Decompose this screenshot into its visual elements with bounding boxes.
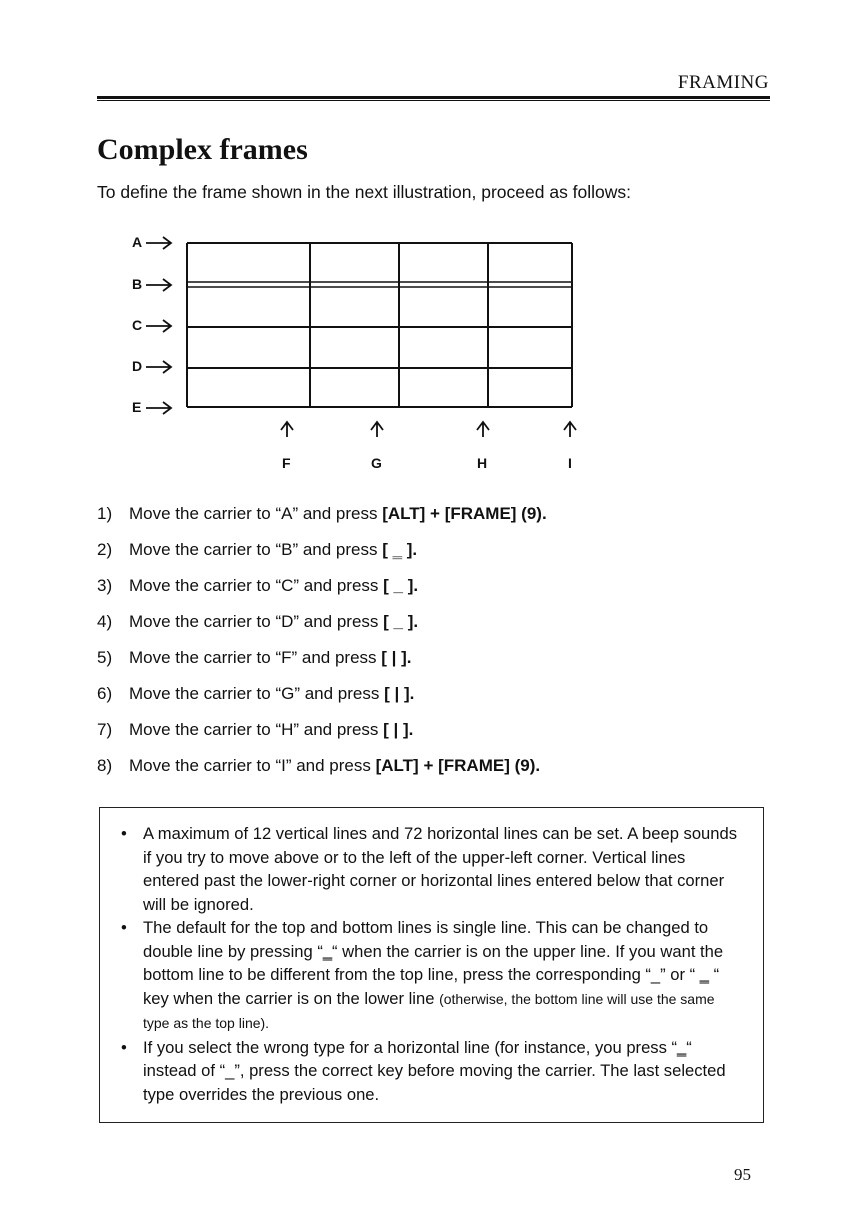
step-item: 5) Move the carrier to “F” and press [ | ]. (97, 648, 412, 667)
note-item: • If you select the wrong type for a horizontal line (for instance, you press “‗“ instead of “_”, press the correct key before moving the carrier. The last selected type overrides the previous one. (121, 1037, 726, 1104)
row-label-b: B (132, 276, 143, 292)
row-label-a: A (132, 234, 143, 250)
col-label-f: F (282, 455, 291, 471)
header-rule-thin (97, 100, 770, 101)
note-item: • A maximum of 12 vertical lines and 72 horizontal lines can be set. A beep sounds if you try to move above or to the left of the upper-left corner. Vertical lines entered past the lower-right corner or horizontal lines entered below that corner will be ignored. (121, 824, 738, 914)
col-label-g: G (371, 455, 382, 471)
section-header: FRAMING (677, 72, 769, 93)
step-item: 4) Move the carrier to “D” and press [ _ ]. (97, 612, 419, 631)
header-rule (97, 96, 770, 99)
step-list (97, 504, 547, 792)
note-item: • The default for the top and bottom lines is single line. This can be changed to double line by pressing “‗“ when the carrier is on the upper line. If you want the bottom line to be different from the top line, press the corresponding “_” or “ ‗ “ key when the carrier is on the lower line (otherwise, the bottom line will use the same type as the top line). (121, 918, 724, 1031)
row-label-d: D (132, 358, 143, 374)
page-number: 95 (734, 1165, 751, 1184)
frame-diagram (120, 228, 590, 478)
intro-text: To define the frame shown in the next illustration, proceed as follows: (97, 182, 632, 202)
row-label-e: E (132, 399, 142, 415)
col-label-h: H (477, 455, 488, 471)
step-item: 3) Move the carrier to “C” and press [ _ ]. (97, 576, 419, 595)
step-item: 8) Move the carrier to “I” and press [ALT] + [FRAME] (9). (97, 756, 541, 775)
step-item: 1) Move the carrier to “A” and press [ALT] + [FRAME] (9). (97, 504, 547, 523)
row-arrow-icon (146, 237, 171, 414)
step-item: 2) Move the carrier to “B” and press [ ‗ ]. (97, 540, 418, 559)
row-label-c: C (132, 317, 143, 333)
column-arrow-icon (281, 422, 576, 437)
note-box (99, 807, 764, 1123)
step-item: 6) Move the carrier to “G” and press [ | ]. (97, 684, 415, 703)
step-item: 7) Move the carrier to “H” and press [ | ]. (97, 720, 414, 739)
col-label-i: I (568, 455, 572, 471)
page-title: Complex frames (97, 133, 308, 166)
